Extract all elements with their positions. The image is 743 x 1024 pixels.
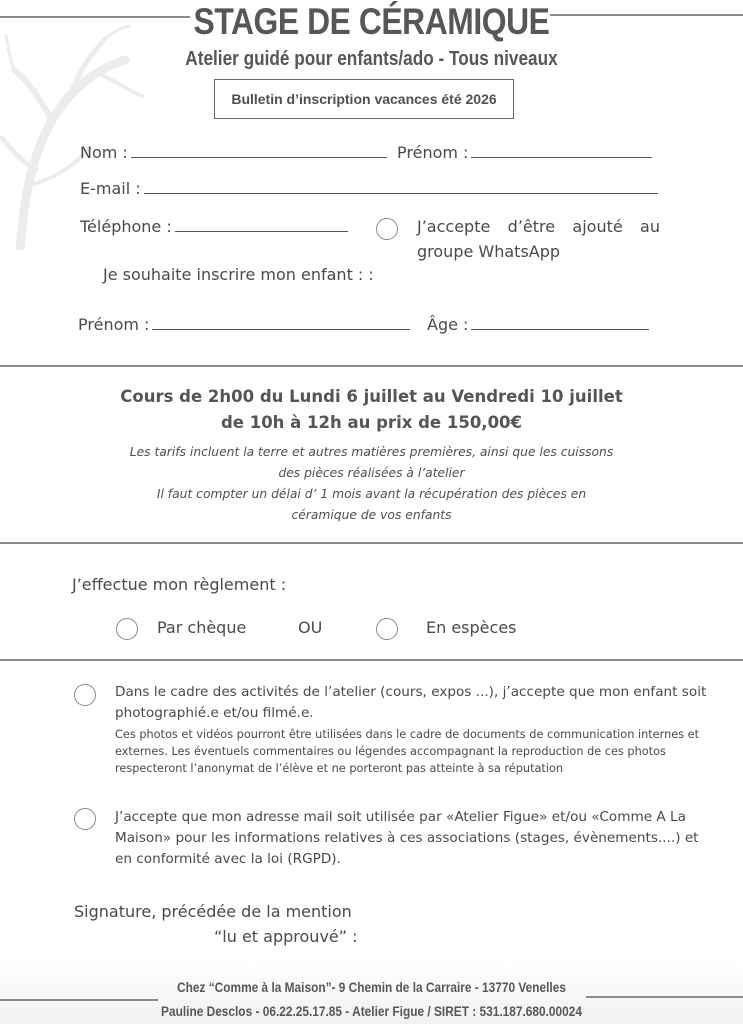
email-consent-line3: en conformité avec la loi (RGPD). xyxy=(115,851,341,867)
age-label: Âge : xyxy=(427,315,469,334)
page-title: STAGE DE CÉRAMIQUE xyxy=(193,1,550,42)
prenom-row xyxy=(397,143,652,162)
nom-label: Nom : xyxy=(80,143,128,162)
divider-3 xyxy=(0,659,743,661)
photo-consent-line2: photographié.e et/ou filmé.e. xyxy=(115,705,314,721)
photo-consent-small1: Ces photos et vidéos pourront être utilisées dans le cadre de documents de communication internes et xyxy=(115,728,700,741)
nom-row xyxy=(80,143,387,162)
telephone-row xyxy=(80,217,348,236)
nom-input[interactable] xyxy=(131,143,387,158)
enfant-prenom-row xyxy=(78,315,410,334)
photo-consent-line1: Dans le cadre des activités de l’atelier (cours, expos ...), j’accepte que mon enfant soit xyxy=(115,684,707,700)
photo-consent-small3: respecteront l’anonymat de l’élève et ne porteront pas atteinte à sa réputation xyxy=(115,762,564,775)
page-subtitle: Atelier guidé pour enfants/ado - Tous niveaux xyxy=(185,48,558,70)
payment-label: J’effectue mon règlement : xyxy=(72,575,287,594)
prenom-label: Prénom : xyxy=(397,143,469,162)
email-consent-line2: Maison» pour les informations relatives à ces associations (stages, évènements....) et xyxy=(115,830,699,846)
age-row xyxy=(427,315,649,334)
whatsapp-label-line2: groupe WhatsApp xyxy=(417,242,561,261)
inscrire-label: Je souhaite inscrire mon enfant : : xyxy=(103,265,374,284)
registration-box: Bulletin d’inscription vacances été 2026 xyxy=(214,79,514,119)
footer-rule-left xyxy=(0,999,158,1001)
footer-rule-right xyxy=(586,996,743,998)
especes-radio[interactable] xyxy=(376,618,398,640)
divider-1 xyxy=(0,365,743,367)
email-label: E-mail : xyxy=(80,179,141,198)
course-note1: Les tarifs incluent la terre et autres matières premières, ainsi que les cuissons xyxy=(129,445,614,459)
course-line2: de 10h à 12h au prix de 150,00€ xyxy=(220,413,523,432)
whatsapp-radio[interactable] xyxy=(376,218,398,240)
or-label: OU xyxy=(298,618,323,637)
divider-2 xyxy=(0,542,743,544)
course-note3: Il faut compter un délai d’ 1 mois avant la récupération des pièces en xyxy=(156,487,587,501)
age-input[interactable] xyxy=(471,315,649,330)
footer-address: Chez “Comme à la Maison”- 9 Chemin de la Carraire - 13770 Venelles xyxy=(177,980,566,995)
photo-consent-small2: externes. Les éventuels commentaires ou légendes accompagnant la reproduction de ces photos xyxy=(115,745,666,758)
course-note4: céramique de vos enfants xyxy=(291,508,452,522)
email-consent-radio[interactable] xyxy=(74,808,96,830)
whatsapp-label-line1: J’accepte d’être ajouté au xyxy=(417,217,660,236)
email-consent-line1: J’accepte que mon adresse mail soit utilisée par «Atelier Figue» et/ou «Comme A La xyxy=(115,809,686,825)
course-line1: Cours de 2h00 du Lundi 6 juillet au Vendredi 10 juillet xyxy=(120,387,623,406)
course-note2: des pièces réalisées à l’atelier xyxy=(278,466,465,480)
footer-contact: Pauline Desclos - 06.22.25.17.85 - Atelier Figue / SIRET : 531.187.680.00024 xyxy=(161,1004,582,1019)
telephone-label: Téléphone : xyxy=(80,217,172,236)
email-input[interactable] xyxy=(144,179,658,194)
prenom-input[interactable] xyxy=(471,143,652,158)
telephone-input[interactable] xyxy=(175,217,348,232)
signature-line1: Signature, précédée de la mention xyxy=(74,902,352,921)
cheque-label: Par chèque xyxy=(157,618,247,637)
enfant-prenom-label: Prénom : xyxy=(78,315,150,334)
enfant-prenom-input[interactable] xyxy=(152,315,410,330)
signature-line2: “lu et approuvé” : xyxy=(214,927,358,946)
cheque-radio[interactable] xyxy=(116,618,138,640)
email-row xyxy=(80,179,658,198)
photo-consent-radio[interactable] xyxy=(74,684,96,706)
especes-label: En espèces xyxy=(426,618,517,637)
